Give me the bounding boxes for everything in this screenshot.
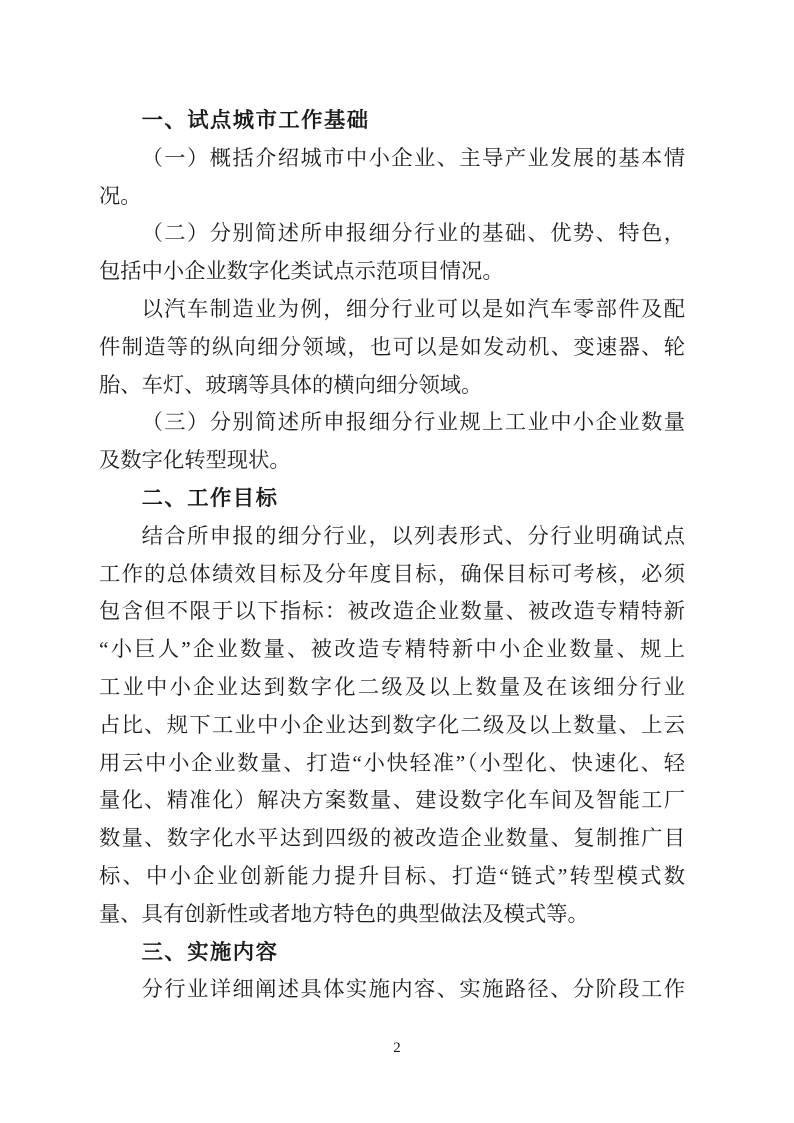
text-line: （三）分别简述所申报细分行业规上工业中小企业数量 [141,410,685,435]
text-line: 用云中小企业数量、打造“小快轻准”（小型化、快速化、轻 [99,750,685,775]
text-line: 结合所申报的细分行业，以列表形式、分行业明确试点 [141,523,685,548]
text-line: 占比、规下工业中小企业达到数字化二级及以上数量、上云 [99,712,685,737]
text-line: 数量、数字化水平达到四级的被改造企业数量、复制推广目 [99,826,685,851]
section-heading-2: 二、工作目标 [141,485,279,510]
text-line: “小巨人”企业数量、被改造专精特新中小企业数量、规上 [99,637,685,662]
text-line: 量化、精准化）解决方案数量、建设数字化车间及智能工厂 [99,788,685,813]
text-line: 工作的总体绩效目标及分年度目标，确保目标可考核，必须 [99,561,685,586]
text-line: 包含但不限于以下指标：被改造企业数量、被改造专精特新 [99,599,685,624]
text-line: 况。 [99,183,142,208]
document-body [99,102,685,1009]
page-number: 2 [393,1040,401,1056]
text-line: 件制造等的纵向细分领域，也可以是如发动机、变速器、轮 [99,334,685,359]
text-line: （二）分别简述所申报细分行业的基础、优势、特色， [141,221,685,246]
section-heading-1: 一、试点城市工作基础 [141,108,370,132]
text-line: 工业中小企业达到数字化二级及以上数量及在该细分行业 [99,674,685,699]
text-line: （一）概括介绍城市中小企业、主导产业发展的基本情 [141,145,685,170]
text-line: 及数字化转型现状。 [99,448,291,473]
text-line: 胎、车灯、玻璃等具体的横向细分领域。 [99,372,483,397]
text-line: 量、具有创新性或者地方特色的典型做法及模式等。 [99,901,589,926]
text-line: 包括中小企业数字化类试点示范项目情况。 [99,259,504,284]
text-line: 标、中小企业创新能力提升目标、打造“链式”转型模式数 [99,863,685,888]
section-heading-3: 三、实施内容 [141,939,279,964]
text-line: 分行业详细阐述具体实施内容、实施路径、分阶段工作 [141,977,685,1002]
text-line: 以汽车制造业为例，细分行业可以是如汽车零部件及配 [141,296,685,321]
